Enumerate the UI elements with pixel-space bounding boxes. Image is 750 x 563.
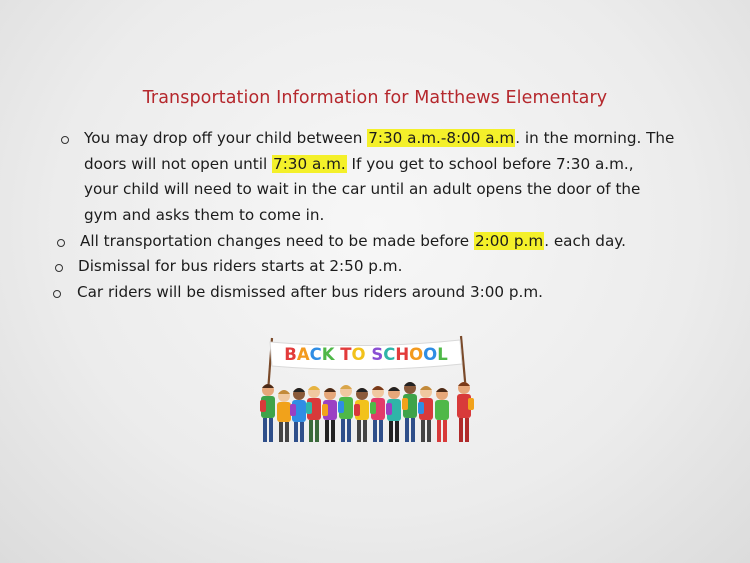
text: If you get to school before 7:30 a.m., — [346, 155, 634, 173]
banner-letter: O — [423, 345, 438, 364]
banner-letter: C — [309, 345, 322, 364]
list-item-2 — [80, 228, 626, 255]
bullet-1 — [61, 136, 69, 144]
back-to-school-illustration-svg — [256, 334, 488, 454]
banner-letter: S — [371, 345, 384, 364]
bullet-4 — [53, 290, 61, 298]
bullet-2 — [57, 239, 65, 247]
list-item-1-line-1 — [84, 125, 674, 152]
list-item-1-line-2 — [84, 151, 634, 178]
banner-letter: L — [437, 345, 448, 364]
banner-letter: O — [409, 345, 424, 364]
banner-letter: T — [340, 345, 352, 364]
text: doors will not open until — [84, 155, 273, 173]
highlight-time: 7:30 a.m.-8:00 a.m — [368, 129, 515, 147]
text: . in the morning. The — [515, 129, 675, 147]
list-item-1-line-3: your child will need to wait in the car until an adult opens the door of the — [84, 180, 641, 198]
bullet-3 — [55, 264, 63, 272]
list-item-1-line-4: gym and asks them to come in. — [84, 206, 325, 224]
banner-letter: A — [296, 345, 310, 364]
highlight-time: 7:30 a.m. — [273, 155, 346, 173]
banner-letter: K — [321, 345, 335, 364]
list-item-4: Car riders will be dismissed after bus riders around 3:00 p.m. — [77, 283, 544, 301]
text: You may drop off your child between — [84, 129, 368, 147]
text: All transportation changes need to be made before — [80, 232, 474, 250]
banner-letter: B — [284, 345, 297, 364]
page-title: Transportation Information for Matthews Elementary — [142, 88, 608, 108]
highlight-time: 2:00 p.m — [474, 232, 544, 250]
banner-text — [284, 345, 448, 364]
banner-letter: O — [351, 345, 366, 364]
back-to-school-illustration — [256, 334, 488, 454]
banner-letter: H — [395, 345, 410, 364]
text: . each day. — [544, 232, 626, 250]
list-item-3: Dismissal for bus riders starts at 2:50 p.m. — [78, 257, 403, 275]
children-group — [260, 382, 474, 442]
banner-letter: C — [383, 345, 396, 364]
